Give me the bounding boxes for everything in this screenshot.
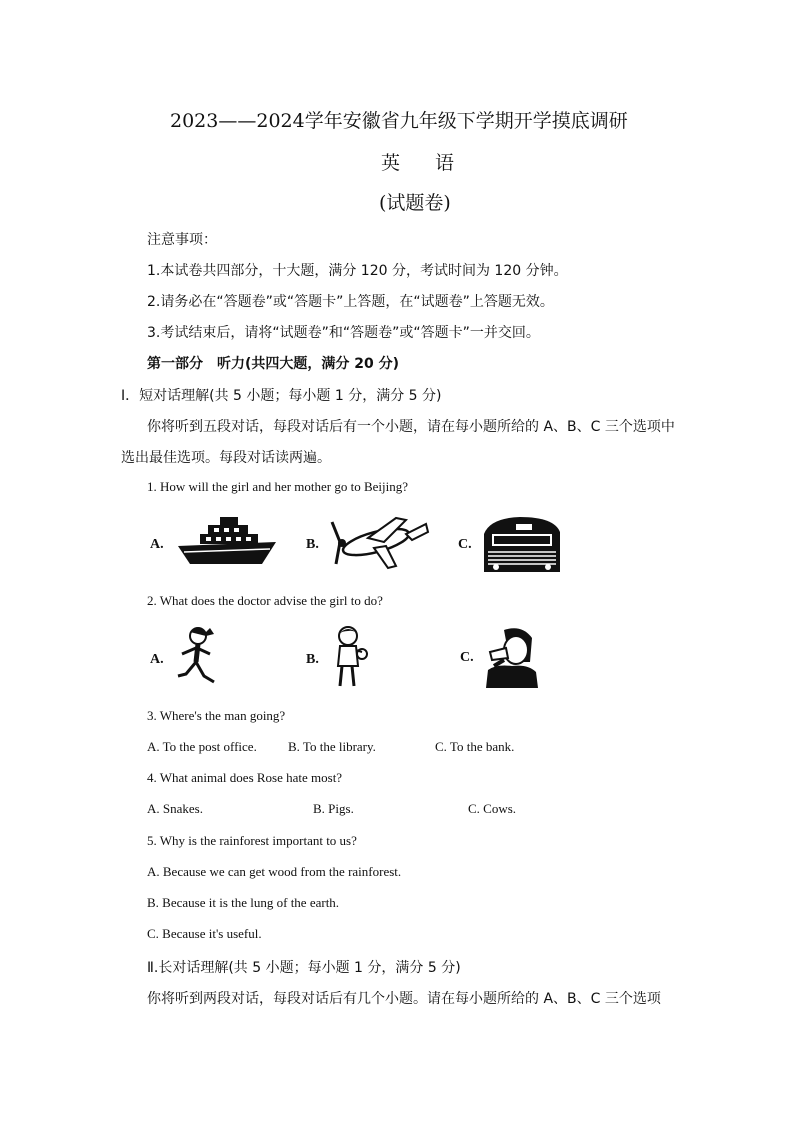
q5-option-b: B. Because it is the lung of the earth. [147, 895, 340, 910]
q2-option-c-label: C. [460, 650, 474, 665]
question-5: 5. Why is the rainforest important to us? [147, 833, 357, 848]
boy-drinking-icon [482, 626, 540, 688]
section1-instruction-1: 你将听到五段对话，每段对话后有一个小题，请在每小题所给的 A、B、C 三个选项中 [147, 419, 675, 435]
question-2: 2. What does the doctor advise the girl to do? [147, 593, 383, 608]
question-3: 3. Where's the man going? [147, 708, 286, 723]
part1-heading: 第一部分 听力(共四大题，满分 20 分) [147, 356, 400, 372]
paper-type: (试题卷) [379, 192, 451, 214]
q5-option-a: A. Because we can get wood from the rainforest. [147, 864, 402, 879]
question-4: 4. What animal does Rose hate most? [147, 770, 343, 785]
q1-option-a-label: A. [150, 537, 164, 552]
q5-option-c: C. Because it's useful. [147, 926, 262, 941]
section1-instruction-2: 选出最佳选项。每段对话读两遍。 [121, 450, 331, 466]
q1-option-c-label: C. [458, 537, 472, 552]
section2-heading: Ⅱ.长对话理解(共 5 小题；每小题 1 分，满分 5 分) [147, 960, 461, 976]
q3-option-a: A. To the post office. [147, 739, 257, 754]
q4-option-b: B. Pigs. [313, 801, 354, 816]
q3-option-c: C. To the bank. [435, 739, 515, 754]
q4-option-c: C. Cows. [468, 801, 517, 816]
question-1: 1. How will the girl and her mother go to Beijing? [147, 479, 409, 494]
running-girl-icon [172, 624, 222, 688]
notice-heading: 注意事项： [147, 232, 217, 248]
subject-title: 英 语 [381, 152, 463, 174]
q2-option-b-label: B. [306, 652, 319, 667]
ship-icon [176, 512, 280, 568]
q3-option-b: B. To the library. [288, 739, 376, 754]
girl-playing-icon [328, 624, 370, 690]
q4-option-a: A. Snakes. [147, 801, 203, 816]
airplane-icon [326, 512, 432, 574]
notice-item-1: 1.本试卷共四部分，十大题，满分 120 分，考试时间为 120 分钟。 [147, 263, 568, 279]
section1-heading: Ⅰ．短对话理解(共 5 小题；每小题 1 分，满分 5 分) [121, 388, 442, 404]
exam-title: 2023——2024学年安徽省九年级下学期开学摸底调研 [170, 110, 628, 132]
q1-option-b-label: B. [306, 537, 319, 552]
q2-option-a-label: A. [150, 652, 164, 667]
notice-item-3: 3.考试结束后，请将“试题卷”和“答题卷”或“答题卡”一并交回。 [147, 325, 540, 341]
train-icon [480, 514, 564, 576]
section2-instruction-1: 你将听到两段对话，每段对话后有几个小题。请在每小题所给的 A、B、C 三个选项 [147, 991, 661, 1007]
notice-item-2: 2.请务必在“答题卷”或“答题卡”上答题，在“试题卷”上答题无效。 [147, 294, 554, 310]
